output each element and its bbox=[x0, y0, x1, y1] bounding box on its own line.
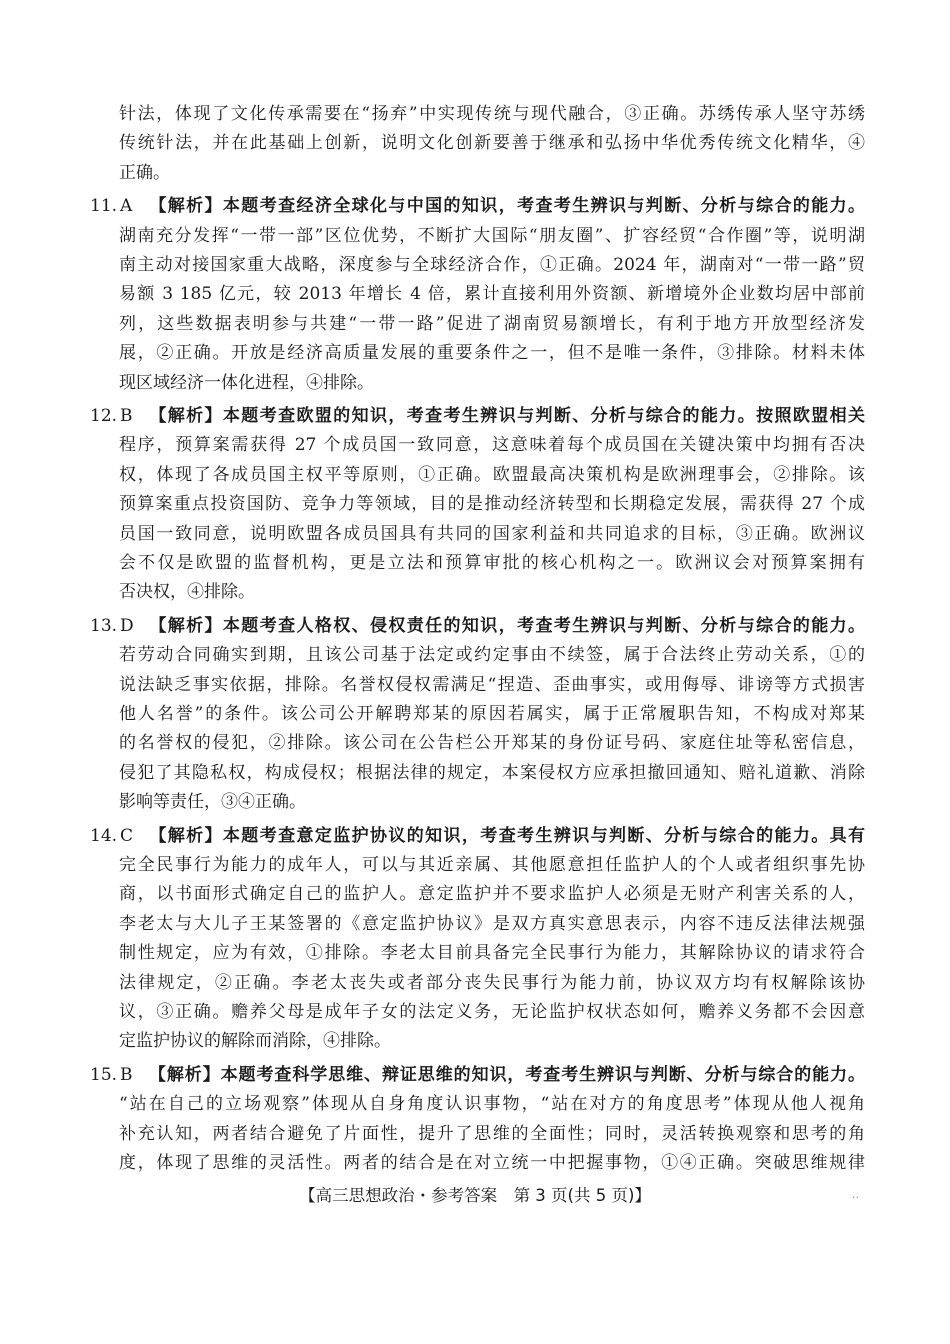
answer-letter: B bbox=[120, 1064, 133, 1085]
q12-line: 预算案重点投资国防、竞争力等领域，目的是推动经济转型和长期稳定发展，需获得 27 个成 bbox=[119, 494, 865, 515]
intro-line: 传统针法，并在此基础上创新，说明文化创新要善于继承和弘扬中华优秀传统文化精华，④ bbox=[119, 133, 865, 154]
answer-letter: B bbox=[120, 406, 133, 426]
intro-line: 针法，体现了文化传承需要在“扬弃”中实现传统与现代融合，③正确。苏绣传承人坚守苏绣 bbox=[119, 104, 865, 124]
intro-line: 正确。 bbox=[119, 162, 170, 183]
q14-line: 议，③正确。赡养父母是成年子女的法定义务，无论监护权状态如何，赡养义务都不会因意 bbox=[119, 1002, 865, 1022]
q13-line: 影响等责任，③④正确。 bbox=[119, 792, 306, 813]
q11-line: 现区域经济一体化进程，④排除。 bbox=[119, 372, 374, 393]
q15-line: 补充认知，两者结合避免了片面性，提升了思维的全面性；同时，灵活转换观察和思考的角 bbox=[119, 1123, 865, 1144]
question-13-heading bbox=[90, 612, 865, 641]
q13-line: 说法缺乏事实依据，排除。名誉权侵权需满足“捏造、歪曲事实，或用侮辱、诽谤等方式损害 bbox=[119, 674, 865, 695]
q12-line: 会不仅是欧盟的监督机构，更是立法和预算审批的核心机构之一。欧洲议会对预算案拥有 bbox=[119, 553, 865, 573]
question-12-heading bbox=[90, 402, 865, 431]
q12-line: 员国一致同意，说明欧盟各成员国具有共同的国家利益和共同追求的目标，③正确。欧洲议 bbox=[119, 523, 865, 544]
analysis-heading: 【解析】本题考查经济全球化与中国的知识，考查考生辨识与判断、分析与综合的能力。 bbox=[148, 196, 865, 217]
question-14-heading bbox=[90, 822, 865, 851]
q14-line: 完全民事行为能力的成年人，可以与其近亲属、其他愿意担任监护人的个人或者组织事先协 bbox=[119, 855, 865, 875]
q11-line: 南主动对接国家重大战略，深度参与全球经济合作，①正确。2024 年，湖南对“一带一路”贸 bbox=[119, 255, 865, 275]
q13-line: 若劳动合同确实到期，且该公司基于法定或约定事由不续签，属于合法终止劳动关系，①的 bbox=[119, 645, 865, 666]
q11-line: 展，②正确。开放是经济高质量发展的重要条件之一，但不是唯一条件，③排除。材料未体 bbox=[119, 343, 865, 364]
q11-line: 列，这些数据表明参与共建“一带一路”促进了湖南贸易额增长，有利于地方开放型经济发 bbox=[119, 313, 865, 334]
q14-line: 商，以书面形式确定自己的监护人。意定监护并不要求监护人必须是无财产利害关系的人， bbox=[119, 884, 865, 905]
q12-line: 否决权，④排除。 bbox=[119, 582, 255, 603]
q14-line: 制性规定，应为有效，①排除。李老太目前具备完全民事行为能力，其解除协议的请求符合 bbox=[119, 943, 865, 964]
q13-line: 侵犯了其隐私权，构成侵权；根据法律的规定，本案侵权方应承担撤回通知、赔礼道歉、消除 bbox=[119, 762, 865, 783]
question-11-heading bbox=[90, 192, 865, 221]
q13-line: 他人名誉”的条件。该公司公开解聘郑某的原因若属实，属于正常履职告知，不构成对郑某 bbox=[119, 704, 865, 724]
q15-line: “站在自己的立场观察”体现从自身角度认识事物，“站在对方的角度思考”体现从他人视角 bbox=[119, 1094, 865, 1115]
question-number: 13. bbox=[90, 615, 118, 636]
q15-line: 度，体现了思维的灵活性。两者的结合是在对立统一中把握事物，①④正确。突破思维规律 bbox=[119, 1153, 865, 1173]
question-number: 12. bbox=[90, 406, 118, 426]
question-number: 11. bbox=[90, 196, 118, 217]
question-number: 14. bbox=[90, 825, 118, 846]
q14-line: 法律规定，②正确。李老太丧失或者部分丧失民事行为能力前，协议双方均有权解除该协 bbox=[119, 972, 865, 993]
answer-letter: D bbox=[120, 615, 134, 636]
q14-line: 李老太与大儿子王某签署的《意定监护协议》是双方真实意思表示，内容不违反法律法规强 bbox=[119, 913, 865, 934]
q11-line: 易额 3 185 亿元，较 2013 年增长 4 倍，累计直接利用外资额、新增境外企业数均居中部前 bbox=[119, 284, 865, 305]
question-15-heading bbox=[90, 1061, 865, 1090]
analysis-heading: 【解析】本题考查欧盟的知识，考查考生辨识与判断、分析与综合的能力。按照欧盟相关 bbox=[148, 406, 865, 426]
analysis-heading: 【解析】本题考查意定监护协议的知识，考查考生辨识与判断、分析与综合的能力。具有 bbox=[148, 825, 865, 846]
question-number: 15. bbox=[90, 1064, 118, 1085]
q12-line: 程序，预算案需获得 27 个成员国一致同意，这意味着每个成员国在关键决策中均拥有否决 bbox=[119, 435, 865, 456]
analysis-heading: 【解析】本题考查人格权、侵权责任的知识，考查考生辨识与判断、分析与综合的能力。 bbox=[148, 615, 865, 636]
page-footer: 【高三思想政治・参考答案 第 3 页(共 5 页)】 bbox=[299, 1186, 651, 1206]
answer-letter: C bbox=[120, 825, 134, 846]
q14-line: 定监护协议的解除而消除，④排除。 bbox=[119, 1031, 391, 1052]
page-marker: .. bbox=[852, 1188, 859, 1202]
answer-letter: A bbox=[120, 196, 133, 217]
q13-line: 的名誉权的侵犯，②排除。该公司在公告栏公开郑某的身份证号码、家庭住址等私密信息， bbox=[119, 733, 865, 754]
q11-line: 湖南充分发挥“一带一部”区位优势，不断扩大国际“朋友圈”、扩容经贸“合作圈”等，说明湖 bbox=[119, 225, 865, 246]
analysis-heading: 【解析】本题考查科学思维、辩证思维的知识，考查考生辨识与判断、分析与综合的能力。 bbox=[148, 1064, 865, 1085]
q12-line: 权，体现了各成员国主权平等原则，①正确。欧盟最高决策机构是欧洲理事会，②排除。该 bbox=[119, 464, 865, 485]
